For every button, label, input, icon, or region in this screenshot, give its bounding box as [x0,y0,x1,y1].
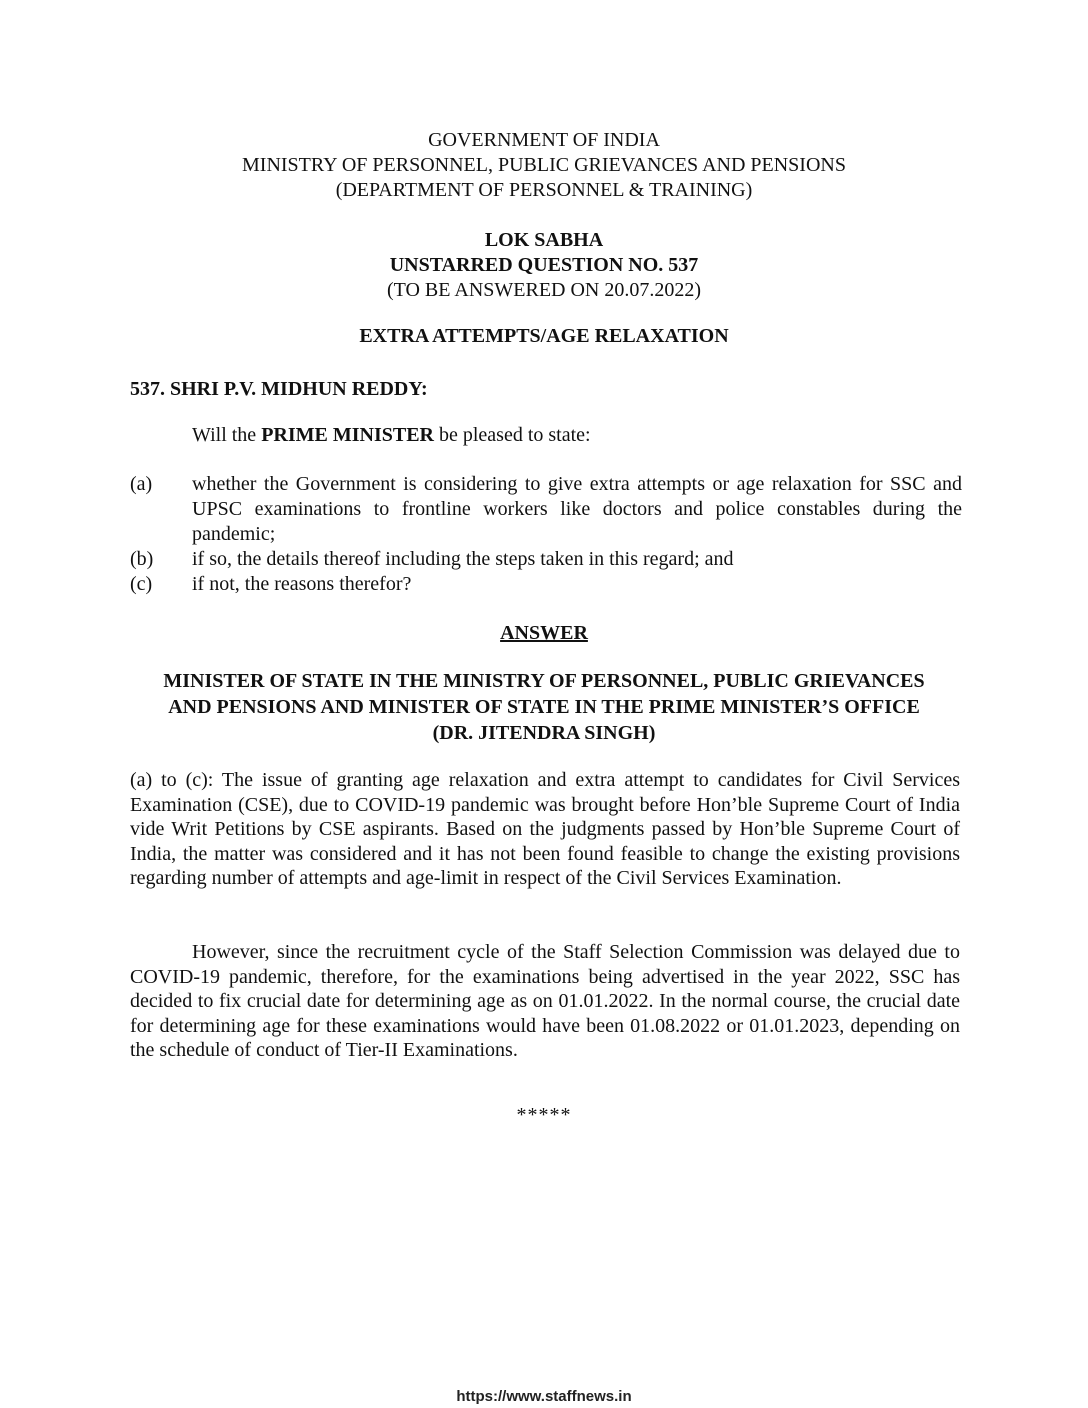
answer-paragraph-2: However, since the recruitment cycle of the Staff Selection Commission was delayed due to COVID-19 pandemic, therefore, for the examinations being advertised in the year 2022, SSC has decided to fix crucial date for determining age as on 01.01.2022. In the normal course, the crucial date for determining age for these examinations would have been 01.08.2022 or 01.01.2023, depending on the schedule of conduct of Tier-II Examinations. [130,941,960,1062]
question-text: whether the Government is considering to give extra attempts or age relaxation for SSC and UPSC examinations to frontline workers like doctors and police constables during the pandemic; [192,473,962,545]
question-text: if so, the details thereof including the steps taken in this regard; and [192,548,734,570]
answer-heading: ANSWER [500,622,588,644]
question-intro [192,424,591,447]
minister-line-3: (DR. JITENDRA SINGH) [432,722,656,744]
minister-line-2: AND PENSIONS AND MINISTER OF STATE IN THE PRIME MINISTER’S OFFICE [168,696,920,718]
question-label: (c) [130,573,153,595]
footer-url: https://www.staffnews.in [456,1388,632,1405]
intro-prime-minister: PRIME MINISTER [261,424,434,446]
header-line-department: (DEPARTMENT OF PERSONNEL & TRAINING) [335,179,753,201]
header-line-government: GOVERNMENT OF INDIA [428,129,660,151]
house-name: LOK SABHA [484,229,604,251]
government-header [0,128,1088,203]
header-line-ministry: MINISTRY OF PERSONNEL, PUBLIC GRIEVANCES AND PENSIONS [242,154,846,176]
end-marker: ***** [516,1104,572,1126]
answer-paragraph-1: (a) to (c): The issue of granting age relaxation and extra attempt to candidates for Civil Services Examination (CSE), due to COVID-19 pandemic was brought before Hon’ble Supreme Court of India vide Writ Petitions by CSE aspirants. Based on the judgments passed by Hon’ble Supreme Court of India, the matter was considered and it has not been found feasible to change the existing provisions regarding number of attempts and age-limit in respect of the Civil Services Examination. [130,769,960,890]
intro-post: be pleased to state: [433,424,591,446]
question-subject: EXTRA ATTEMPTS/AGE RELAXATION [359,325,729,347]
minister-line-1: MINISTER OF STATE IN THE MINISTRY OF PERSONNEL, PUBLIC GRIEVANCES [163,670,925,692]
question-text: if not, the reasons therefor? [192,573,412,595]
question-number: UNSTARRED QUESTION NO. 537 [389,254,699,276]
question-label: (b) [130,548,154,570]
intro-pre: Will the [192,424,262,446]
minister-block [0,668,1088,746]
question-label: (a) [130,473,153,495]
answer-date: (TO BE ANSWERED ON 20.07.2022) [386,279,702,301]
question-header [0,228,1088,303]
member-name: 537. SHRI P.V. MIDHUN REDDY: [130,378,428,400]
